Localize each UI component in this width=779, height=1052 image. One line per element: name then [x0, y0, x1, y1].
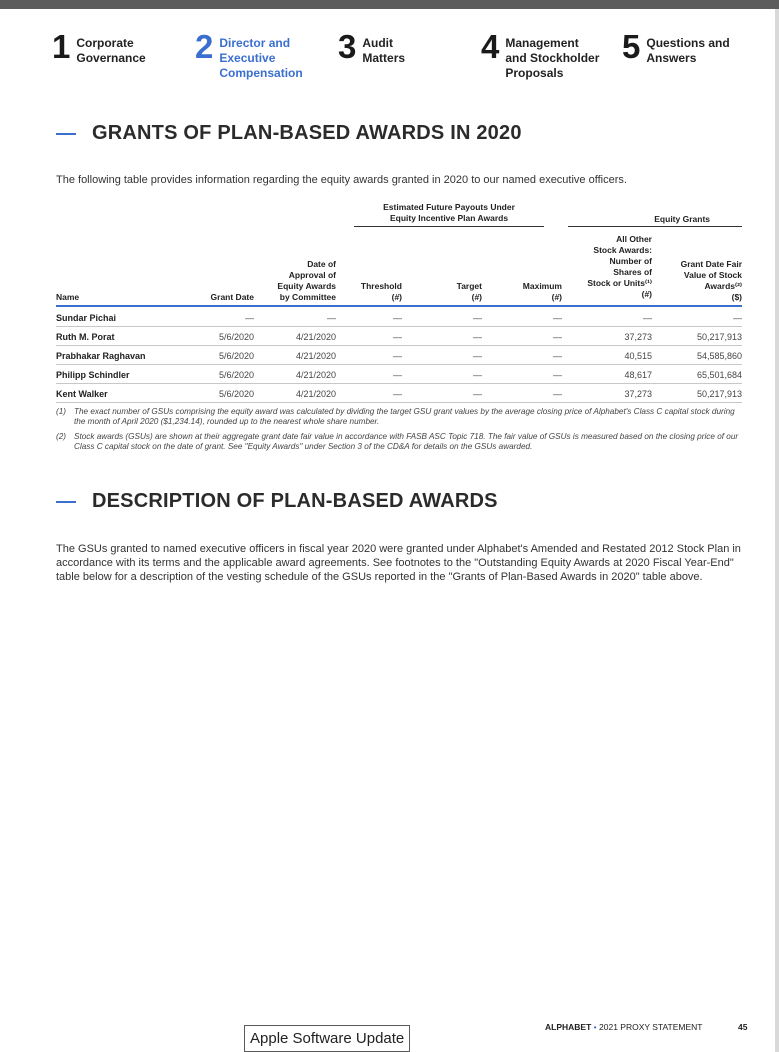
group-rule: [568, 226, 742, 227]
cell-grant-date: 5/6/2020: [218, 370, 254, 380]
cell-threshold: —: [393, 313, 402, 323]
footnote-text: Stock awards (GSUs) are shown at their aggregate grant date fair value in accordance with FASB ASC Topic 718. The fair value of GSUs is measured based on the closing price of our Class C capital stock on the date of grant. See "Equity Awards" under Section 3 of the CD&A for details on the GSUs awarded.: [74, 432, 739, 451]
cell-maximum: —: [553, 313, 562, 323]
taskbar-tooltip[interactable]: Apple Software Update: [244, 1025, 410, 1052]
cell-fair-value: —: [733, 313, 742, 323]
nav-number: 4: [481, 28, 499, 65]
cell-stock-awards: 48,617: [624, 370, 652, 380]
table-row: [56, 366, 742, 384]
window-top-bar: [0, 0, 779, 9]
col-header-name: Name: [56, 292, 80, 302]
group-header-equity: Equity Grants: [654, 214, 710, 224]
cell-stock-awards: 37,273: [624, 332, 652, 342]
cell-threshold: —: [393, 332, 402, 342]
cell-target: —: [473, 370, 482, 380]
cell-maximum: —: [553, 332, 562, 342]
cell-stock-awards: 37,273: [624, 389, 652, 399]
section-nav: [52, 28, 742, 84]
group-header-estimated: Estimated Future Payouts Under Equity Incentive Plan Awards: [383, 202, 515, 223]
nav-label: Corporate Governance: [76, 36, 146, 65]
cell-maximum: —: [553, 389, 562, 399]
cell-fair-value: 65,501,684: [696, 370, 742, 380]
cell-fair-value: 50,217,913: [696, 332, 742, 342]
cell-threshold: —: [393, 370, 402, 380]
header-rule: [56, 305, 742, 307]
cell-threshold: —: [393, 389, 402, 399]
col-header-fair-value: Grant Date Fair Value of Stock Awards⁽²⁾ ($): [680, 259, 742, 302]
cell-name: Kent Walker: [56, 389, 108, 399]
nav-number: 1: [52, 28, 70, 65]
cell-target: —: [473, 351, 482, 361]
cell-target: —: [473, 389, 482, 399]
cell-grant-date: —: [245, 313, 254, 323]
table-row: [56, 328, 742, 346]
cell-name: Ruth M. Porat: [56, 332, 115, 342]
footnote: [56, 432, 746, 452]
cell-approval: —: [327, 313, 336, 323]
nav-item-proposals[interactable]: [481, 28, 600, 81]
cell-fair-value: 54,585,860: [696, 351, 742, 361]
col-header-maximum: Maximum (#): [522, 281, 562, 302]
nav-number: 3: [338, 28, 356, 65]
section-heading: [56, 490, 498, 513]
table-row: [56, 385, 742, 403]
heading-dash: [56, 133, 76, 135]
nav-label: Audit Matters: [362, 36, 406, 65]
table-row: [56, 309, 742, 327]
col-header-target: Target (#): [456, 281, 482, 302]
footnote-number: (1): [56, 407, 67, 416]
cell-approval: 4/21/2020: [295, 370, 336, 380]
cell-maximum: —: [553, 370, 562, 380]
nav-label: Questions and Answers: [646, 36, 730, 65]
footer-brand: ALPHABET: [545, 1022, 592, 1032]
cell-grant-date: 5/6/2020: [218, 389, 254, 399]
nav-number: 2: [195, 28, 213, 65]
cell-grant-date: 5/6/2020: [218, 351, 254, 361]
footnote-number: (2): [56, 432, 67, 441]
cell-approval: 4/21/2020: [295, 332, 336, 342]
nav-item-corporate-governance[interactable]: [52, 28, 146, 66]
cell-threshold: —: [393, 351, 402, 361]
nav-item-questions[interactable]: [622, 28, 730, 66]
col-header-approval: Date of Approval of Equity Awards by Committee: [277, 259, 336, 302]
section-heading: [56, 122, 522, 145]
nav-item-audit-matters[interactable]: [338, 28, 406, 66]
cell-name: Sundar Pichai: [56, 313, 117, 323]
footer-separator: •: [593, 1022, 597, 1032]
description-paragraph: The GSUs granted to named executive officers in fiscal year 2020 were granted under Alphabet's Amended and Restated 2012 Stock Plan in accordance with its terms and the applicable award agreements. See footnotes to the "Outstanding Equity Awards at 2020 Fiscal Year-End" table below for a description of the vesting schedule of the GSUs reported in the "Grants of Plan-Based Awards in 2020" table above.: [56, 543, 741, 583]
cell-target: —: [473, 313, 482, 323]
page-number: 45: [738, 1022, 748, 1032]
intro-text: The following table provides information regarding the equity awards granted in 2020 to our named executive officers.: [56, 174, 627, 186]
section-title: DESCRIPTION OF PLAN-BASED AWARDS: [92, 490, 498, 512]
cell-name: Philipp Schindler: [56, 370, 130, 380]
table-row: [56, 347, 742, 365]
nav-item-compensation[interactable]: [195, 28, 303, 81]
page-edge: [775, 9, 779, 1052]
cell-fair-value: 50,217,913: [696, 389, 742, 399]
col-header-stock-awards: All Other Stock Awards: Number of Shares of Stock or Units⁽¹⁾ (#): [587, 234, 652, 299]
nav-number: 5: [622, 28, 640, 65]
col-header-threshold: Threshold (#): [360, 281, 402, 302]
group-rule: [354, 226, 544, 227]
footnote: [56, 407, 746, 427]
cell-approval: 4/21/2020: [295, 389, 336, 399]
footnote-text: The exact number of GSUs comprising the equity award was calculated by dividing the target GSU grant values by the average closing price of Alphabet's Class C capital stock during the month of April 2020 ($1,234.14), rounded up to the nearest whole share number.: [74, 407, 735, 426]
nav-label: Management and Stockholder Proposals: [505, 36, 600, 80]
cell-grant-date: 5/6/2020: [218, 332, 254, 342]
cell-approval: 4/21/2020: [295, 351, 336, 361]
footer-doc-title: 2021 PROXY STATEMENT: [599, 1022, 703, 1032]
cell-stock-awards: —: [643, 313, 652, 323]
col-header-grant-date: Grant Date: [210, 292, 254, 302]
page-footer: [545, 1022, 702, 1032]
cell-target: —: [473, 332, 482, 342]
cell-name: Prabhakar Raghavan: [56, 351, 146, 361]
cell-maximum: —: [553, 351, 562, 361]
cell-stock-awards: 40,515: [624, 351, 652, 361]
nav-label: Director and Executive Compensation: [219, 36, 303, 80]
heading-dash: [56, 501, 76, 503]
section-title: GRANTS OF PLAN-BASED AWARDS IN 2020: [92, 122, 522, 144]
